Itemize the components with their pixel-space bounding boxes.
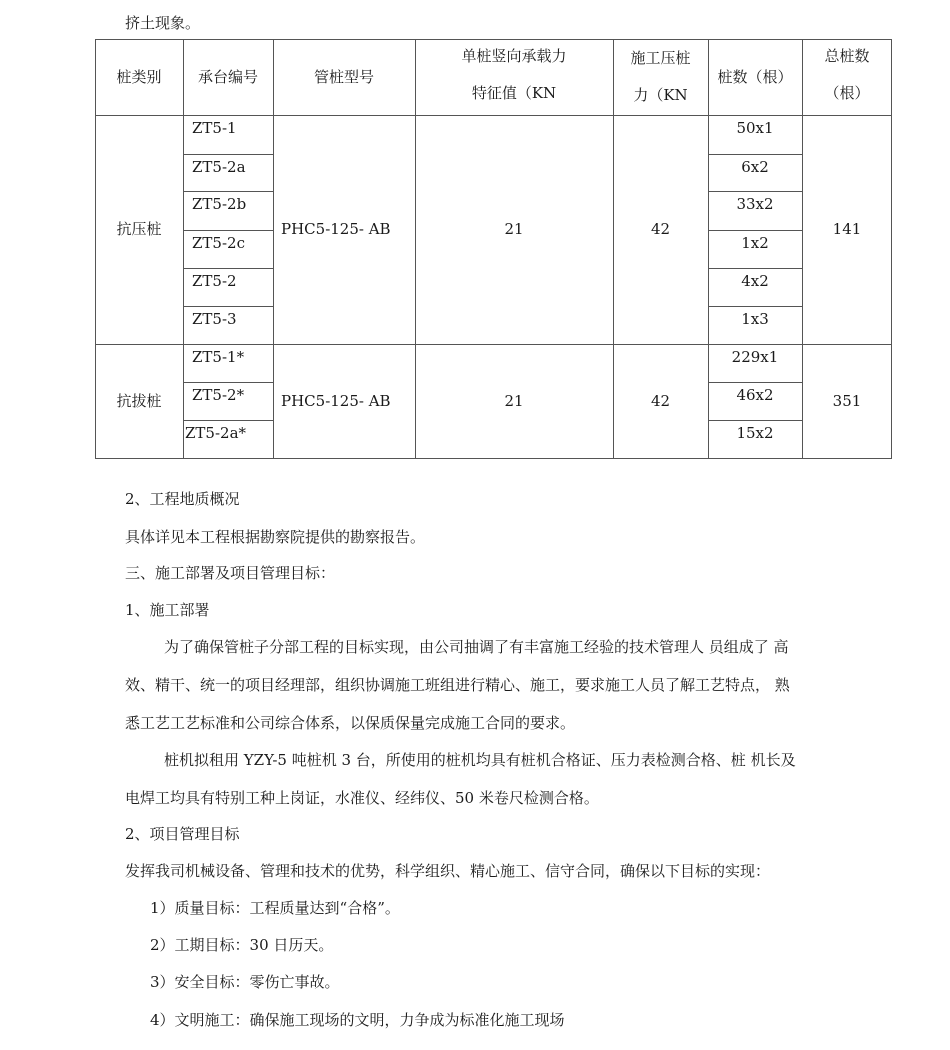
table-row-count: 6x2 (741, 157, 769, 176)
group-press-value: 42 (650, 392, 671, 410)
paragraph-equipment-line: 电焊工均具有特别工种上岗证，水准仪、经纬仪、50 米卷尺检测合格。 (125, 789, 599, 807)
pile-table (95, 39, 892, 459)
table-row-cap: ZT5-1* (192, 347, 245, 366)
table-row-count: 229x1 (731, 347, 779, 366)
table-row-count: 1x2 (741, 233, 769, 252)
table-row-cap: ZT5-2b (192, 194, 247, 213)
goal-item: 1）质量目标：工程质量达到“合格”。 (150, 899, 400, 917)
table-row-cap: ZT5-3 (192, 309, 237, 328)
heading-goals: 2、项目管理目标 (125, 825, 240, 843)
paragraph-geology: 具体详见本工程根据勘察院提供的勘察报告。 (125, 528, 426, 546)
paragraph-equipment-line: 桩机拟租用 YZY-5 吨桩机 3 台，所使用的桩机均具有桩机合格证、压力表检测合格、桩 机长及 (164, 751, 796, 769)
header-pile-type: 桩类别 (116, 67, 162, 86)
table-row-count: 46x2 (736, 385, 774, 404)
table-row-cap: ZT5-2a* (185, 423, 247, 442)
heading-geology: 2、工程地质概况 (125, 490, 240, 508)
header-press-force (613, 39, 708, 115)
paragraph-deployment-line: 为了确保管桩子分部工程的目标实现，由公司抽调了有丰富施工经验的技术管理人 员组成了 高 (164, 638, 789, 656)
header-pipe-model: 管桩型号 (313, 67, 374, 86)
header-count: 桩数（根） (717, 67, 793, 86)
table-row-count: 33x2 (736, 194, 774, 213)
paragraph-deployment-line: 效、精干、统一的项目经理部，组织协调施工班组进行精心、施工，要求施工人员了解工艺特点， 熟 (125, 676, 790, 694)
heading-deployment: 1、施工部署 (125, 601, 210, 619)
goal-item: 2）工期目标：30 日历天。 (150, 936, 334, 954)
table-row-count: 50x1 (736, 118, 774, 137)
header-bearing-line2: 特征值（KN (471, 84, 557, 102)
paragraph-deployment-line: 悉工艺工艺标准和公司综合体系，以保质保量完成施工合同的要求。 (125, 714, 576, 732)
header-press-line2: 力（KN (633, 86, 688, 104)
table-row-count: 1x3 (741, 309, 769, 328)
group-bearing-value: 21 (504, 220, 524, 238)
intro-tail-text: 挤土现象。 (125, 14, 201, 32)
header-total-line2: （根） (824, 84, 870, 102)
group-press-value: 42 (650, 220, 671, 238)
group-pile-type: 抗拔桩 (116, 392, 162, 410)
table-row-cap: ZT5-2c (192, 233, 245, 252)
header-bearing (415, 39, 613, 115)
header-total-line1: 总桩数 (824, 47, 870, 65)
group-total-value: 351 (832, 392, 862, 410)
table-row-cap: ZT5-2* (192, 385, 245, 404)
group-total-value: 141 (832, 220, 862, 238)
paragraph-goals: 发挥我司机械设备、管理和技术的优势，科学组织、精心施工、信守合同，确保以下目标的实现： (125, 862, 771, 880)
header-total (802, 39, 892, 115)
table-row-count: 15x2 (736, 423, 774, 442)
table-row-cap: ZT5-2a (192, 157, 246, 176)
header-bearing-line1: 单桩竖向承载力 (461, 47, 567, 65)
table-row-cap: ZT5-1 (192, 118, 237, 137)
table-row-count: 4x2 (741, 271, 769, 290)
group-pipe-model: PHC5-125- AB (281, 220, 391, 238)
table-row-cap: ZT5-2 (192, 271, 237, 290)
header-press-line1: 施工压桩 (630, 49, 691, 67)
goal-item: 3）安全目标：零伤亡事故。 (150, 973, 340, 991)
group-pile-type: 抗压桩 (116, 220, 162, 238)
heading-section-3: 三、施工部署及项目管理目标： (125, 564, 336, 582)
header-cap-no: 承台编号 (197, 67, 258, 86)
group-bearing-value: 21 (504, 392, 524, 410)
group-pipe-model: PHC5-125- AB (281, 392, 391, 410)
goal-item: 4）文明施工：确保施工现场的文明，力争成为标准化施工现场 (150, 1011, 565, 1029)
